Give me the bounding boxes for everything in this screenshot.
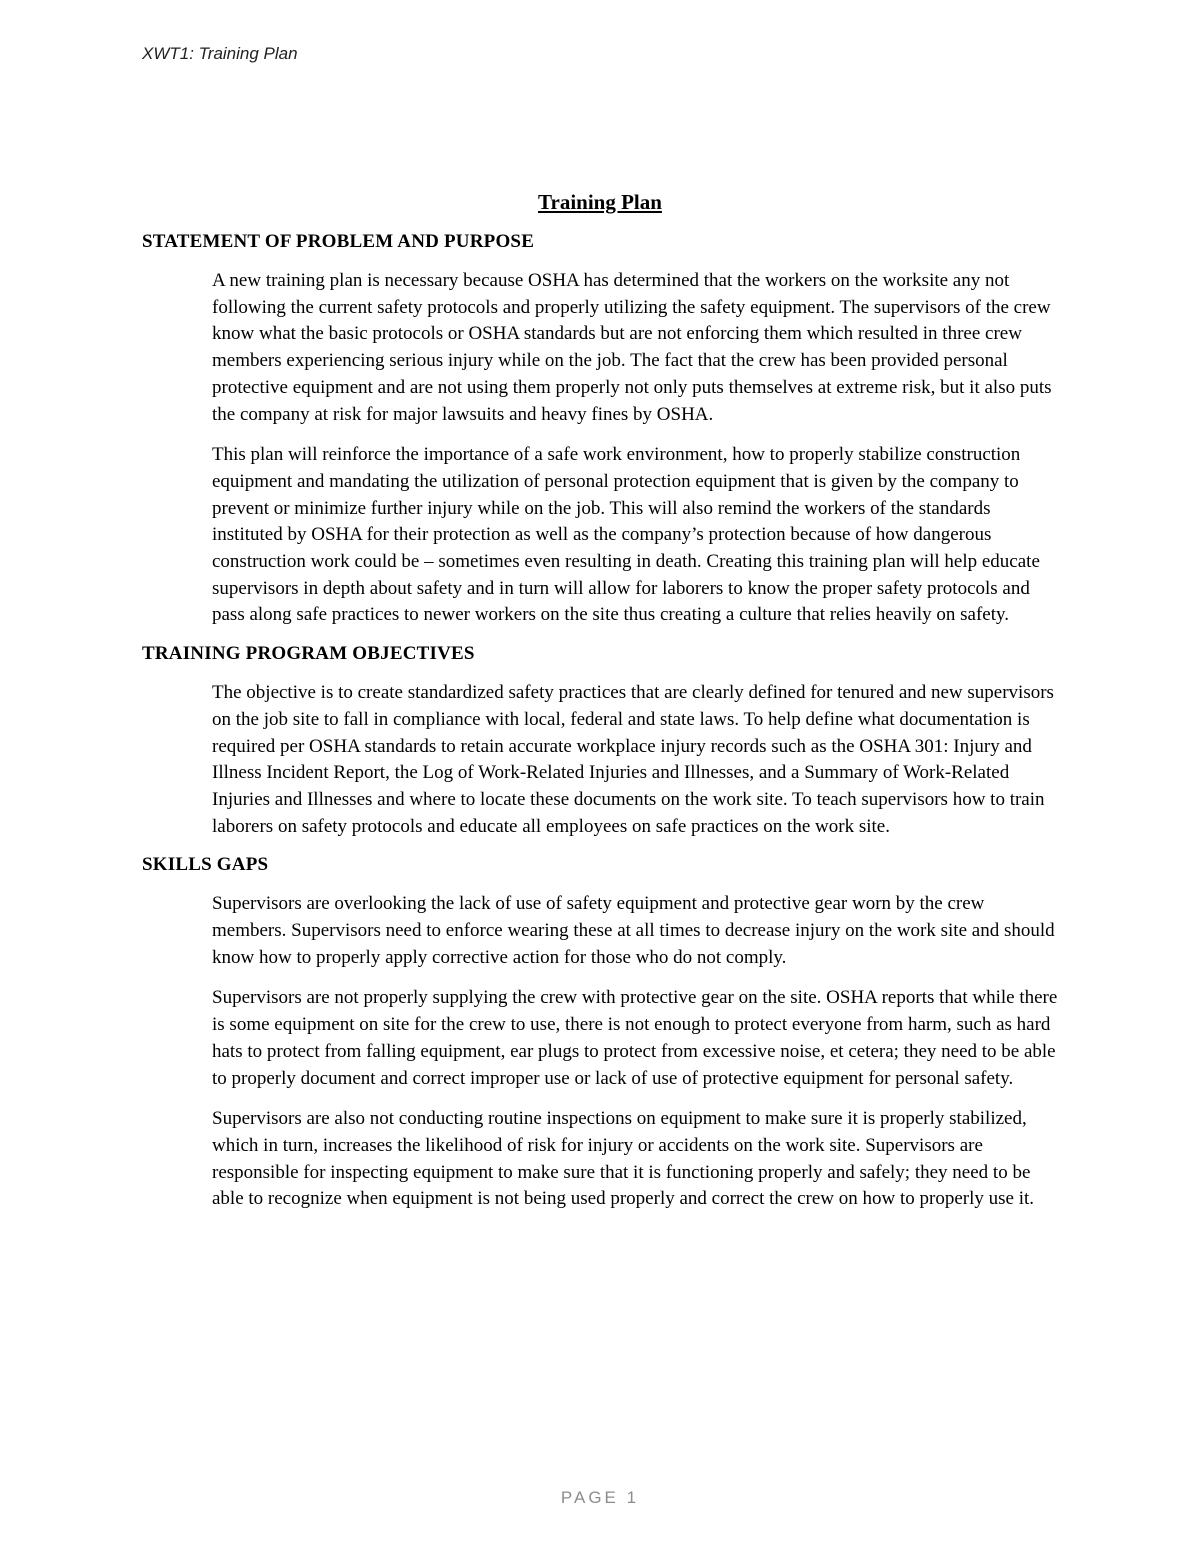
section-heading: STATEMENT OF PROBLEM AND PURPOSE — [142, 231, 535, 252]
section-heading: SKILLS GAPS — [142, 854, 269, 876]
document-body — [142, 190, 1058, 1227]
paragraph: A new training plan is necessary because OSHA has determined that the workers on the worksite any not following the current safety protocols and properly utilizing the safety equipment. The supervisors of the crew know what the basic protocols or OSHA standards but are not enforcing them which resulted in three crew members experiencing serious injury while on the job. The fact that the crew has been provided personal protective equipment and are not using them properly not only puts themselves at extreme risk, but it also puts the company at risk for major lawsuits and heavy fines by OSHA. — [212, 270, 1052, 425]
section-training-objectives — [142, 643, 1058, 840]
paragraph: Supervisors are also not conducting routine inspections on equipment to make sure it is properly stabilized, which in turn, increases the likelihood of risk for injury or accidents on the work site. Supervisors are responsible for inspecting equipment to make sure that it is functioning properly and safely; they need to be able to recognize when equipment is not being used properly and correct the crew on how to properly use it. — [212, 1108, 1035, 1210]
section-skills-gaps — [142, 854, 1058, 1213]
paragraph: Supervisors are not properly supplying the crew with protective gear on the site. OSHA reports that while there is some equipment on site for the crew to use, there is not enough to protect everyone from harm, such as hard hats to protect from falling equipment, ear plugs to protect from excessive noise, et cetera; they need to be able to properly document and correct improper use or lack of use of protective equipment for personal safety. — [212, 987, 1058, 1089]
document-title: Training Plan — [538, 190, 662, 214]
page-number: PAGE 1 — [560, 1488, 640, 1507]
paragraph: This plan will reinforce the importance of a safe work environment, how to properly stabilize construction equipment and mandating the utilization of personal protection equipment that is given by the company to prevent or minimize further injury while on the job. This will also remind the workers of the standards instituted by OSHA for their protection as well as the company’s protection because of how dangerous construction work could be – sometimes even resulting in death. Creating this training plan will help educate supervisors in depth about safety and in turn will allow for laborers to know the proper safety protocols and pass along safe practices to newer workers on the site thus creating a culture that relies heavily on safety. — [212, 444, 1040, 626]
section-heading: TRAINING PROGRAM OBJECTIVES — [142, 643, 475, 665]
paragraph: The objective is to create standardized safety practices that are clearly defined for tenured and new supervisors on the job site to fall in compliance with local, federal and state laws. To help define what documentation is required per OSHA standards to retain accurate workplace injury records such as the OSHA 301: Injury and Illness Incident Report, the Log of Work-Related Injuries and Illnesses, and a Summary of Work-Related Injuries and Illnesses and where to locate these documents on the work site. To teach supervisors how to train laborers on safety protocols and educate all employees on safe practices on the work site. — [212, 682, 1054, 837]
paragraph: Supervisors are overlooking the lack of use of safety equipment and protective gear worn by the crew members. Supervisors need to enforce wearing these at all times to decrease injury on the work site and should know how to properly apply corrective action for those who do not comply. — [212, 893, 1055, 968]
section-problem-purpose — [142, 231, 1058, 629]
page-header: XWT1: Training Plan — [142, 44, 298, 63]
